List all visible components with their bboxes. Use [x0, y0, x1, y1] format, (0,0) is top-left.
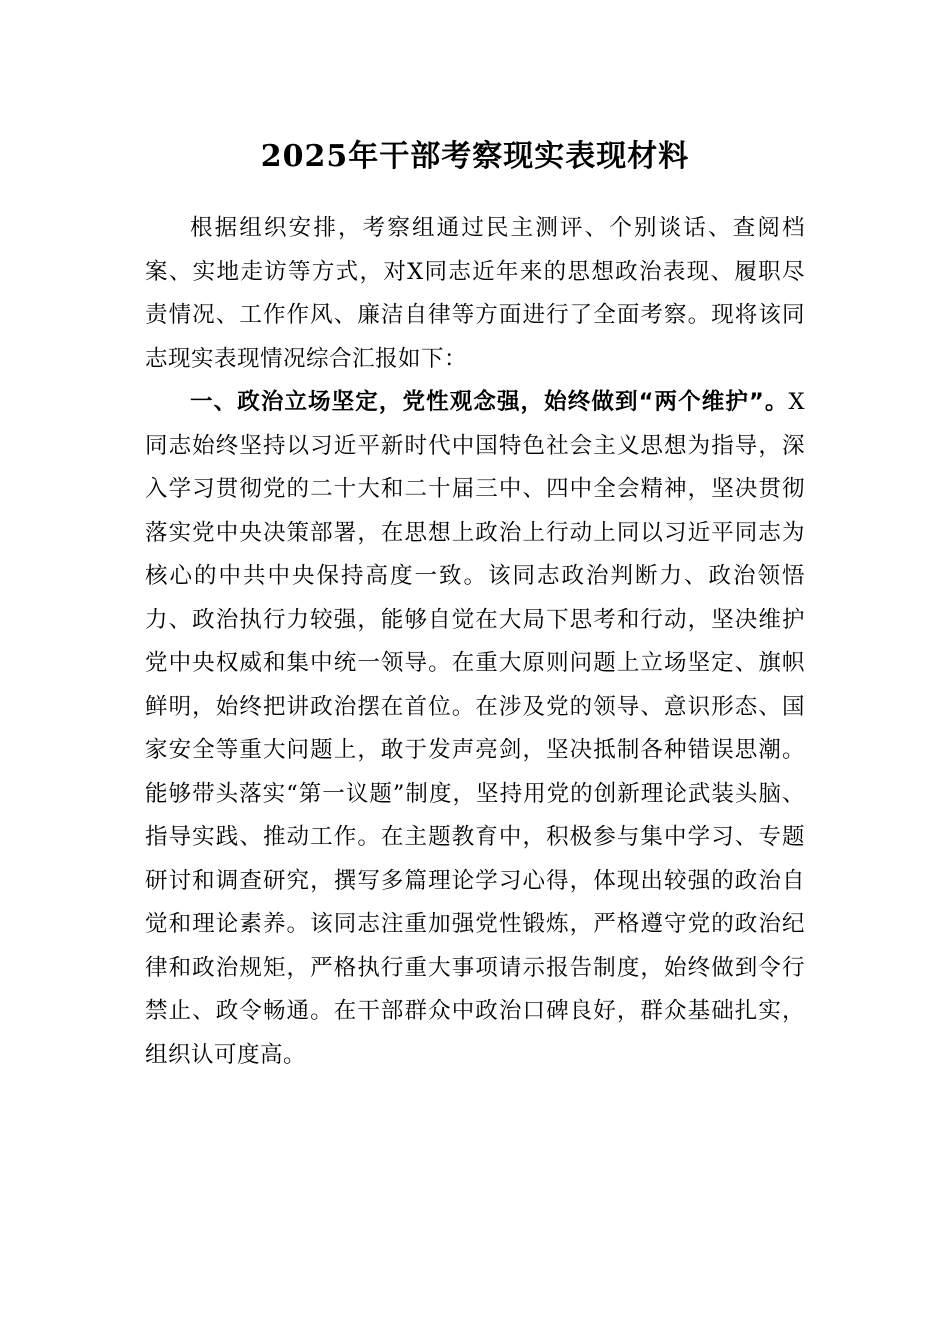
- intro-paragraph-text: 根据组织安排，考察组通过民主测评、个别谈话、查阅档案、实地走访等方式，对X同志近年来的思想政治表现、履职尽责情况、工作作风、廉洁自律等方面进行了全面考察。现将该同志现实表现情况综合汇报如下：: [145, 215, 805, 372]
- section-one-heading: 一、政治立场坚定，党性观念强，始终做到“两个维护”。: [190, 389, 789, 415]
- document-title: 2025年干部考察现实表现材料: [260, 139, 690, 175]
- intro-paragraph: [145, 207, 805, 381]
- section-one-text: X同志始终坚持以习近平新时代中国特色社会主义思想为指导，深入学习贯彻党的二十大和二十届三中、四中全会精神，坚决贯彻落实党中央决策部署，在思想上政治上行动上同以习近平同志为核心的中共中央保持高度一致。该同志政治判断力、政治领悟力、政治执行力较强，能够自觉在大局下思考和行动，坚决维护党中央权威和集中统一领导。在重大原则问题上立场坚定、旗帜鲜明，始终把讲政治摆在首位。在涉及党的领导、意识形态、国家安全等重大问题上，敢于发声亮剑，坚决抵制各种错误思潮。能够带头落实“第一议题”制度，坚持用党的创新理论武装头脑、指导实践、推动工作。在主题教育中，积极参与集中学习、专题研讨和调查研究，撰写多篇理论学习心得，体现出较强的政治自觉和理论素养。该同志注重加强党性锻炼，严格遵守党的政治纪律和政治规矩，严格执行重大事项请示报告制度，始终做到令行禁止、政令畅通。在干部群众中政治口碑良好，群众基础扎实，组织认可度高。: [145, 389, 805, 1068]
- document-body: [145, 207, 805, 1077]
- section-one-paragraph: [145, 381, 805, 1077]
